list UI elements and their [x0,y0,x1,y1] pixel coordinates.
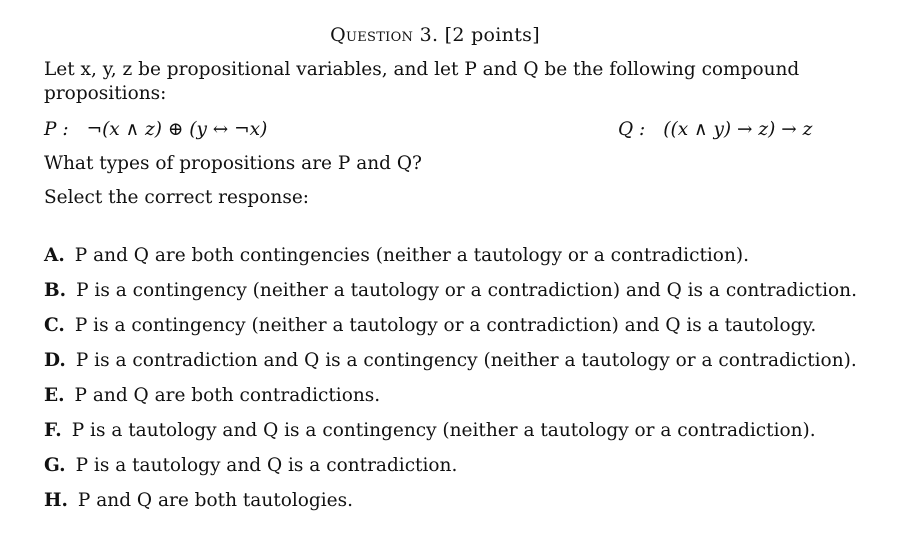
question-heading [0,24,870,46]
option-text: P and Q are both tautologies. [77,490,353,511]
option-text: P is a tautology and Q is a contingency (neither a tautology or a contradiction). [71,420,816,441]
question-label: Question 3. [330,24,439,46]
option-text: P is a contingency (neither a tautology or a contradiction) and Q is a tautology. [74,315,817,336]
option-text: P and Q are both contradictions. [74,385,381,406]
question-points: [2 points] [444,24,540,46]
option-text: P is a contingency (neither a tautology or a contradiction) and Q is a contradiction. [76,280,857,301]
formula-q [618,118,812,142]
question-intro: Let x, y, z be propositional variables, and let P and Q be the following compound propositions: [44,59,800,104]
formula-q-expression: ((x ∧ y) → z) → z [663,119,813,140]
answer-option-d[interactable] [44,349,857,384]
answer-option-f[interactable] [44,419,857,454]
answer-option-g[interactable] [44,454,857,489]
option-letter: E. [44,385,65,406]
question-prompt: What types of propositions are P and Q? [44,153,422,174]
answer-option-b[interactable] [44,279,857,314]
option-text: P and Q are both contingencies (neither a tautology or a contradiction). [74,245,749,266]
option-letter: A. [44,245,65,266]
select-instruction: Select the correct response: [44,187,310,208]
option-letter: H. [44,490,68,511]
formula-p-name: P : [44,119,69,140]
formula-q-name: Q : [618,119,646,140]
formula-p-expression: ¬(x ∧ z) ⊕ (y ↔ ¬x) [86,119,268,140]
option-letter: B. [44,280,67,301]
answer-option-a[interactable] [44,244,857,279]
option-letter: C. [44,315,65,336]
option-letter: G. [44,455,66,476]
option-text: P is a tautology and Q is a contradiction. [75,455,458,476]
answer-option-c[interactable] [44,314,857,349]
answer-option-h[interactable] [44,489,857,524]
option-letter: D. [44,350,66,371]
answer-option-e[interactable] [44,384,857,419]
option-text: P is a contradiction and Q is a contingency (neither a tautology or a contradiction). [75,350,857,371]
formula-p [44,118,267,142]
option-letter: F. [44,420,62,441]
answer-options [44,244,857,524]
